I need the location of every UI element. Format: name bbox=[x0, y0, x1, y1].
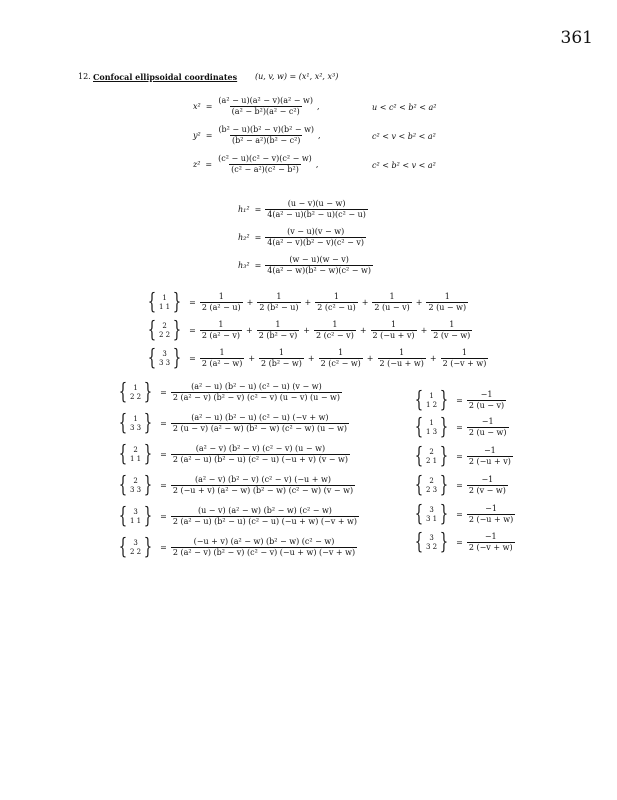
equals-sign: = bbox=[205, 102, 213, 111]
equation-z-squared bbox=[193, 154, 318, 175]
christoffel-symbol bbox=[145, 317, 184, 343]
christoffel-symbol bbox=[116, 534, 155, 560]
numerator: 1 bbox=[332, 320, 338, 329]
equals-sign: = bbox=[456, 396, 463, 405]
equals-sign: = bbox=[160, 419, 167, 428]
equation-x-squared bbox=[193, 96, 320, 117]
equation-lhs: x² bbox=[193, 102, 201, 111]
fraction bbox=[171, 537, 357, 558]
equals-sign: = bbox=[254, 261, 262, 270]
denominator: 2 (a² − u) bbox=[201, 303, 241, 312]
denominator: 2 (−u + v) bbox=[372, 331, 415, 340]
symbol-lower-index: 2 1 bbox=[426, 456, 438, 465]
numerator: (a² − u) (b² − u) (c² − u) (v − w) bbox=[191, 382, 322, 391]
plus-sign: + bbox=[361, 298, 369, 307]
fraction bbox=[200, 292, 243, 313]
equals-sign: = bbox=[205, 160, 213, 169]
right-brace: } bbox=[143, 472, 153, 498]
numerator: −1 bbox=[480, 390, 493, 399]
fraction bbox=[426, 292, 468, 313]
symbol-upper-index: 3 bbox=[133, 507, 138, 516]
denominator: (a² − b²)(a² − c²) bbox=[231, 107, 300, 116]
christoffel-left-4 bbox=[116, 472, 357, 498]
denominator: 2 (a² − v) (b² − v) (c² − v) (u − v) (u − w) bbox=[172, 393, 341, 402]
right-brace: } bbox=[439, 443, 449, 469]
equation-lhs: h₁² bbox=[238, 205, 250, 214]
symbol-upper-index: 1 bbox=[133, 383, 138, 392]
fraction bbox=[314, 320, 356, 341]
symbol-lower-index: 3 3 bbox=[130, 423, 142, 432]
equation-h3-squared bbox=[238, 255, 375, 276]
christoffel-symbol bbox=[116, 379, 155, 405]
left-brace: { bbox=[414, 387, 424, 413]
symbol-upper-index: 2 bbox=[133, 445, 138, 454]
plus-sign: + bbox=[415, 298, 423, 307]
plus-sign: + bbox=[366, 354, 374, 363]
equation-y-squared bbox=[193, 125, 321, 146]
fraction bbox=[216, 96, 315, 117]
fraction bbox=[216, 154, 314, 175]
denominator: 2 (c² − v) bbox=[315, 331, 354, 340]
left-brace: { bbox=[118, 503, 128, 529]
equation-lhs: y² bbox=[193, 131, 201, 140]
equals-sign: = bbox=[160, 388, 167, 397]
denominator: 2 (−v + w) bbox=[442, 359, 487, 368]
symbol-lower-index: 1 1 bbox=[159, 302, 171, 311]
left-brace: { bbox=[147, 289, 157, 315]
numerator: (−u + v) (a² − w) (b² − w) (c² − w) bbox=[193, 537, 335, 546]
equals-sign: = bbox=[160, 450, 167, 459]
christoffel-sum-333 bbox=[145, 345, 490, 371]
symbol-upper-index: 1 bbox=[162, 293, 167, 302]
denominator: 4(a² − w)(b² − w)(c² − w) bbox=[267, 266, 371, 275]
denominator: 2 (a² − u) (b² − u) (c² − u) (−u + v) (v − w) bbox=[172, 455, 348, 464]
symbol-lower-index: 3 1 bbox=[426, 514, 438, 523]
denominator: 2 (u − v) (a² − w) (b² − w) (c² − w) (u − w) bbox=[172, 424, 348, 433]
numerator: −1 bbox=[485, 504, 497, 513]
numerator: 1 bbox=[333, 292, 339, 301]
fraction bbox=[171, 413, 349, 434]
symbol-lower-index: 1 3 bbox=[426, 427, 438, 436]
right-brace: } bbox=[172, 345, 182, 371]
christoffel-symbol bbox=[116, 441, 155, 467]
equation-h1-squared bbox=[238, 199, 370, 220]
denominator: 2 (u − v) bbox=[468, 401, 505, 410]
numerator: 1 bbox=[278, 348, 285, 357]
symbol-upper-index: 1 bbox=[133, 414, 138, 423]
equals-sign: = bbox=[456, 481, 463, 490]
denominator: 2 (v − w) bbox=[468, 486, 506, 495]
symbol-upper-index: 2 bbox=[162, 321, 167, 330]
right-brace: } bbox=[143, 441, 153, 467]
numerator: −1 bbox=[484, 532, 497, 541]
denominator: 2 (a² − w) bbox=[201, 359, 243, 368]
fraction bbox=[431, 320, 472, 341]
fraction bbox=[200, 348, 245, 369]
denominator: 2 (a² − v) bbox=[201, 331, 241, 340]
section-title: Confocal ellipsoidal coordinates bbox=[93, 72, 238, 82]
christoffel-symbol bbox=[412, 414, 451, 440]
left-brace: { bbox=[118, 441, 128, 467]
numerator: (u − v)(u − w) bbox=[287, 199, 346, 208]
symbol-lower-index: 3 3 bbox=[159, 358, 171, 367]
christoffel-sum-111 bbox=[145, 289, 470, 315]
numerator: (u − v) (a² − w) (b² − w) (c² − w) bbox=[197, 506, 332, 515]
fraction bbox=[319, 348, 363, 369]
fraction bbox=[467, 417, 509, 438]
denominator: (c² − a²)(c² − b²) bbox=[231, 165, 299, 174]
left-brace: { bbox=[118, 410, 128, 436]
right-brace: } bbox=[172, 317, 182, 343]
symbol-upper-index: 3 bbox=[162, 349, 167, 358]
plus-sign: + bbox=[359, 326, 367, 335]
left-brace: { bbox=[147, 345, 157, 371]
symbol-upper-index: 1 bbox=[429, 418, 434, 427]
comma: , bbox=[316, 102, 320, 111]
equals-sign: = bbox=[160, 512, 167, 521]
comma: , bbox=[318, 131, 321, 140]
numerator: (a² − u) (b² − u) (c² − u) (−v + w) bbox=[191, 413, 329, 422]
denominator: (b² − a²)(b² − c²) bbox=[232, 136, 301, 145]
symbol-upper-index: 3 bbox=[133, 538, 138, 547]
left-brace: { bbox=[118, 472, 128, 498]
symbol-lower-index: 2 2 bbox=[159, 330, 171, 339]
christoffel-left-2 bbox=[116, 410, 351, 436]
christoffel-right-3 bbox=[412, 443, 515, 469]
condition-x: u < c² < b² < a² bbox=[372, 103, 437, 112]
section-number: 12. bbox=[78, 72, 91, 81]
equals-sign: = bbox=[254, 233, 262, 242]
christoffel-symbol bbox=[412, 443, 451, 469]
numerator: 1 bbox=[389, 292, 395, 301]
symbol-lower-index: 3 2 bbox=[426, 542, 438, 551]
christoffel-left-6 bbox=[116, 534, 359, 560]
fraction bbox=[441, 348, 489, 369]
numerator: (a² − v) (b² − v) (c² − v) (u − w) bbox=[195, 444, 326, 453]
plus-sign: + bbox=[246, 326, 253, 335]
fraction bbox=[372, 292, 411, 313]
denominator: 4(a² − u)(b² − u)(c² − u) bbox=[267, 210, 366, 219]
numerator: 1 bbox=[338, 348, 344, 357]
christoffel-right-5 bbox=[412, 501, 517, 527]
equals-sign: = bbox=[189, 298, 196, 307]
fraction bbox=[200, 320, 242, 341]
right-brace: } bbox=[439, 472, 449, 498]
numerator: 1 bbox=[449, 320, 455, 329]
equals-sign: = bbox=[456, 423, 463, 432]
symbol-lower-index: 2 3 bbox=[426, 485, 438, 494]
christoffel-symbol bbox=[412, 529, 451, 555]
christoffel-symbol bbox=[116, 503, 155, 529]
right-brace: } bbox=[143, 379, 153, 405]
denominator: 2 (b² − v) bbox=[258, 331, 298, 340]
left-brace: { bbox=[414, 414, 424, 440]
plus-sign: + bbox=[246, 298, 254, 307]
left-brace: { bbox=[414, 472, 424, 498]
fraction bbox=[257, 292, 300, 313]
plus-sign: + bbox=[429, 354, 437, 363]
denominator: 2 (c² − w) bbox=[320, 359, 361, 368]
christoffel-symbol bbox=[145, 289, 184, 315]
symbol-lower-index: 2 2 bbox=[130, 547, 142, 556]
denominator: 2 (−u + w) bbox=[468, 515, 514, 524]
equals-sign: = bbox=[189, 326, 196, 335]
fraction bbox=[171, 475, 355, 496]
numerator: 1 bbox=[219, 348, 225, 357]
christoffel-symbol bbox=[145, 345, 184, 371]
denominator: 2 (−u + v) bbox=[468, 457, 511, 466]
plus-sign: + bbox=[304, 298, 312, 307]
denominator: 2 (b² − u) bbox=[259, 303, 299, 312]
denominator: 2 (u − w) bbox=[428, 303, 467, 312]
equation-lhs: z² bbox=[193, 160, 201, 169]
symbol-lower-index: 1 2 bbox=[426, 400, 438, 409]
symbol-upper-index: 3 bbox=[429, 533, 434, 542]
denominator: 2 (v − w) bbox=[433, 331, 471, 340]
christoffel-right-4 bbox=[412, 472, 510, 498]
christoffel-left-1 bbox=[116, 379, 344, 405]
condition-z: c² < b² < v < a² bbox=[372, 161, 436, 170]
symbol-upper-index: 2 bbox=[133, 476, 138, 485]
numerator: (a² − v) (b² − v) (c² − v) (−u + w) bbox=[194, 475, 331, 484]
symbol-lower-index: 2 2 bbox=[130, 392, 142, 401]
right-brace: } bbox=[172, 289, 182, 315]
left-brace: { bbox=[147, 317, 157, 343]
numerator: 1 bbox=[390, 320, 397, 329]
denominator: 2 (u − v) bbox=[374, 303, 410, 312]
equals-sign: = bbox=[254, 205, 262, 214]
condition-y: c² < v < b² < a² bbox=[372, 132, 436, 141]
equation-lhs: h₂² bbox=[238, 233, 250, 242]
plus-sign: + bbox=[420, 326, 428, 335]
numerator: (c² − u)(c² − v)(c² − w) bbox=[218, 154, 312, 163]
fraction bbox=[315, 292, 358, 313]
fraction bbox=[265, 255, 373, 276]
equals-sign: = bbox=[160, 543, 167, 552]
denominator: 2 (a² − u) (b² − u) (c² − u) (−u + w) (−v + w) bbox=[172, 517, 358, 526]
christoffel-symbol bbox=[116, 410, 155, 436]
left-brace: { bbox=[118, 379, 128, 405]
fraction bbox=[257, 320, 300, 341]
christoffel-right-1 bbox=[412, 387, 508, 413]
section-coordinates: (u, v, w) = (x¹, x², x³) bbox=[255, 72, 339, 81]
denominator: 2 (b² − w) bbox=[261, 359, 302, 368]
fraction bbox=[467, 390, 506, 411]
numerator: −1 bbox=[483, 446, 496, 455]
equals-sign: = bbox=[189, 354, 196, 363]
equals-sign: = bbox=[205, 131, 213, 140]
equation-h2-squared bbox=[238, 227, 368, 248]
fraction bbox=[371, 320, 417, 341]
fraction bbox=[467, 532, 515, 553]
left-brace: { bbox=[118, 534, 128, 560]
fraction bbox=[467, 504, 515, 525]
christoffel-right-2 bbox=[412, 414, 511, 440]
numerator: −1 bbox=[481, 417, 494, 426]
right-brace: } bbox=[439, 414, 449, 440]
denominator: 2 (−u + v) (a² − w) (b² − w) (c² − w) (v − w) bbox=[172, 486, 354, 495]
numerator: 1 bbox=[399, 348, 405, 357]
christoffel-symbol bbox=[412, 472, 451, 498]
fraction bbox=[171, 382, 342, 403]
comma: , bbox=[315, 160, 319, 169]
numerator: (w − u)(w − v) bbox=[289, 255, 349, 264]
christoffel-symbol bbox=[116, 472, 155, 498]
plus-sign: + bbox=[248, 354, 256, 363]
denominator: 2 (−u + w) bbox=[379, 359, 424, 368]
symbol-upper-index: 3 bbox=[429, 505, 434, 514]
equals-sign: = bbox=[456, 452, 463, 461]
fraction bbox=[378, 348, 426, 369]
fraction bbox=[259, 348, 304, 369]
denominator: 4(a² − v)(b² − v)(c² − v) bbox=[267, 238, 365, 247]
page-number: 361 bbox=[560, 28, 593, 48]
christoffel-symbol bbox=[412, 501, 451, 527]
numerator: 1 bbox=[276, 292, 282, 301]
left-brace: { bbox=[414, 529, 424, 555]
symbol-lower-index: 1 1 bbox=[130, 454, 142, 463]
fraction bbox=[467, 446, 513, 467]
numerator: 1 bbox=[218, 320, 224, 329]
christoffel-symbol bbox=[412, 387, 451, 413]
numerator: (b² − u)(b² − v)(b² − w) bbox=[218, 125, 315, 134]
christoffel-left-5 bbox=[116, 503, 361, 529]
numerator: (a² − u)(a² − v)(a² − w) bbox=[218, 96, 313, 105]
fraction bbox=[467, 475, 508, 496]
fraction bbox=[216, 125, 316, 146]
numerator: 1 bbox=[461, 348, 467, 357]
right-brace: } bbox=[143, 410, 153, 436]
numerator: 1 bbox=[444, 292, 450, 301]
left-brace: { bbox=[414, 443, 424, 469]
numerator: (v − u)(v − w) bbox=[287, 227, 345, 236]
fraction bbox=[265, 227, 366, 248]
numerator: 1 bbox=[218, 292, 224, 301]
plus-sign: + bbox=[303, 326, 310, 335]
right-brace: } bbox=[439, 501, 449, 527]
equals-sign: = bbox=[160, 481, 167, 490]
numerator: 1 bbox=[275, 320, 281, 329]
left-brace: { bbox=[414, 501, 424, 527]
symbol-upper-index: 1 bbox=[429, 391, 434, 400]
denominator: 2 (u − w) bbox=[468, 428, 507, 437]
denominator: 2 (c² − u) bbox=[317, 303, 356, 312]
denominator: 2 (a² − v) (b² − v) (c² − v) (−u + w) (−v + w) bbox=[172, 548, 356, 557]
symbol-lower-index: 1 1 bbox=[130, 516, 142, 525]
christoffel-left-3 bbox=[116, 441, 352, 467]
christoffel-right-6 bbox=[412, 529, 517, 555]
right-brace: } bbox=[439, 387, 449, 413]
fraction bbox=[265, 199, 368, 220]
right-brace: } bbox=[143, 534, 153, 560]
equation-lhs: h₃² bbox=[238, 261, 250, 270]
denominator: 2 (−v + w) bbox=[468, 543, 513, 552]
numerator: −1 bbox=[481, 475, 494, 484]
christoffel-sum-222 bbox=[145, 317, 474, 343]
right-brace: } bbox=[143, 503, 153, 529]
equals-sign: = bbox=[456, 538, 463, 547]
symbol-upper-index: 2 bbox=[429, 476, 434, 485]
equals-sign: = bbox=[456, 510, 463, 519]
fraction bbox=[171, 444, 350, 465]
symbol-lower-index: 3 3 bbox=[130, 485, 142, 494]
plus-sign: + bbox=[307, 354, 315, 363]
symbol-upper-index: 2 bbox=[429, 447, 434, 456]
fraction bbox=[171, 506, 359, 527]
right-brace: } bbox=[439, 529, 449, 555]
